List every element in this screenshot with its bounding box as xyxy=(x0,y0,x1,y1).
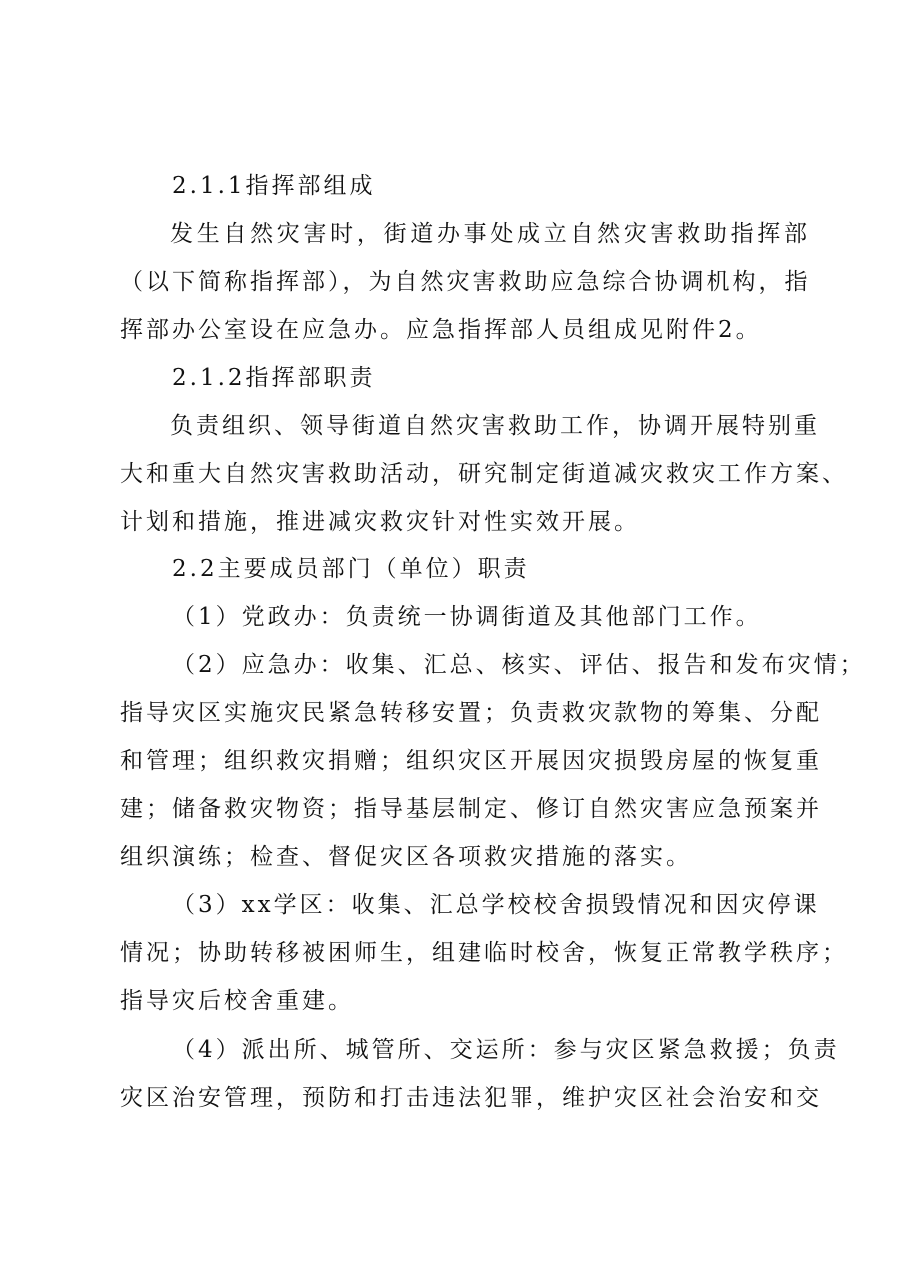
paragraph-line: （3）xx学区：收集、汇总学校校舍损毁情况和因灾停课 xyxy=(172,892,820,918)
paragraph-line: 发生自然灾害时，街道办事处成立自然灾害救助指挥部 xyxy=(170,221,810,247)
paragraph-line: 计划和措施，推进减灾救灾针对性实效开展。 xyxy=(120,509,640,535)
paragraph-line: 大和重大自然灾害救助活动，研究制定街道减灾救灾工作方案、 xyxy=(120,461,848,487)
paragraph-line: 挥部办公室设在应急办。应急指挥部人员组成见附件2。 xyxy=(120,317,762,343)
paragraph-line: 建；储备救灾物资；指导基层制定、修订自然灾害应急预案并 xyxy=(120,796,822,822)
section-heading-2-1-2: 2.1.2指挥部职责 xyxy=(172,365,376,391)
paragraph-line: 情况；协助转移被困师生，组建临时校舍，恢复正常教学秩序； xyxy=(120,940,848,966)
paragraph-line: 组织演练；检查、督促灾区各项救灾措施的落实。 xyxy=(120,844,692,870)
paragraph-line: （2）应急办：收集、汇总、核实、评估、报告和发布灾情； xyxy=(172,652,866,678)
section-heading-2-2: 2.2主要成员部门（单位）职责 xyxy=(172,556,530,582)
paragraph-line: 负责组织、领导街道自然灾害救助工作，协调开展特别重 xyxy=(170,413,820,439)
paragraph-line: （1）党政办：负责统一协调街道及其他部门工作。 xyxy=(172,604,762,630)
paragraph-line: 指导灾后校舍重建。 xyxy=(120,988,354,1014)
paragraph-line: 灾区治安管理，预防和打击违法犯罪，维护灾区社会治安和交 xyxy=(120,1085,822,1111)
paragraph-line: （以下简称指挥部），为自然灾害救助应急综合协调机构，指 xyxy=(120,269,811,295)
section-heading-2-1-1: 2.1.1指挥部组成 xyxy=(172,173,376,199)
paragraph-line: （4）派出所、城管所、交运所：参与灾区紧急救援；负责 xyxy=(172,1037,840,1063)
paragraph-line: 和管理；组织救灾捐赠；组织灾区开展因灾损毁房屋的恢复重 xyxy=(120,748,822,774)
paragraph-line: 指导灾区实施灾民紧急转移安置；负责救灾款物的筹集、分配 xyxy=(120,700,822,726)
